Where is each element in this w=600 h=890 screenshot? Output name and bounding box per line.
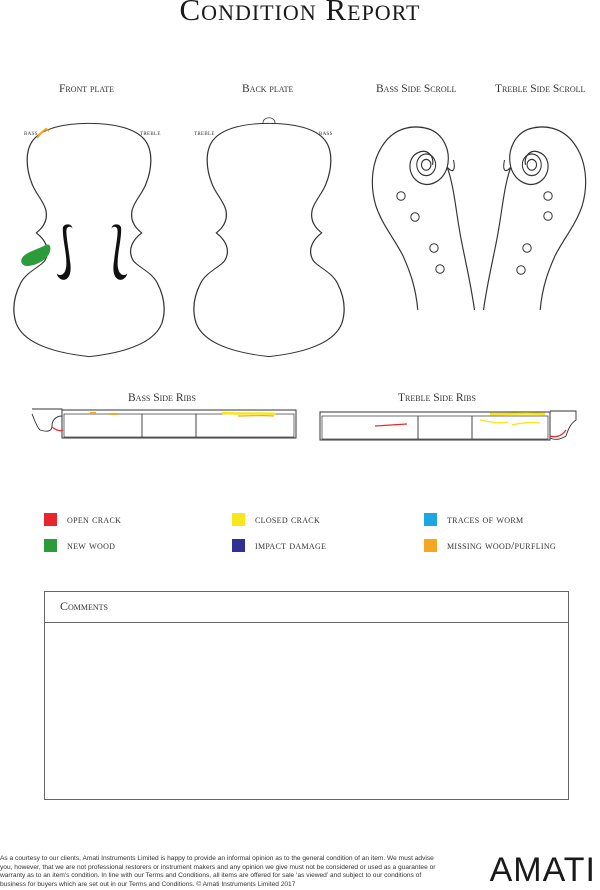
legend-missing-wood-purfling <box>424 539 556 552</box>
legend-closed-crack <box>232 513 320 526</box>
legend-label: traces of worm <box>447 513 524 526</box>
legend-swatch <box>424 539 437 552</box>
treble-ribs-drawing <box>320 411 576 440</box>
page-title: Condition Report <box>179 0 421 27</box>
legend-impact-damage <box>232 539 326 552</box>
treble-side-ribs-label: Treble Side Ribs <box>398 392 476 404</box>
peg-hole <box>517 266 525 274</box>
legend-swatch <box>232 539 245 552</box>
legend-swatch <box>232 513 245 526</box>
comments-heading: Comments <box>45 592 568 623</box>
front-new-wood-mark <box>21 245 50 266</box>
bass-side-ribs-label: Bass Side Ribs <box>128 392 196 404</box>
peg-hole <box>523 244 531 252</box>
peg-hole <box>544 212 552 220</box>
legend-swatch <box>424 513 437 526</box>
front-plate-drawing <box>14 123 164 356</box>
legend-open-crack <box>44 513 121 526</box>
legend-label: open crack <box>67 513 122 526</box>
back-treble-label: treble <box>194 129 215 137</box>
peg-hole <box>544 192 552 200</box>
legend-new-wood <box>44 539 115 552</box>
bass-side-scroll-label: Bass Side Scroll <box>376 83 457 95</box>
peg-hole <box>397 192 405 200</box>
treble-side-scroll-label: Treble Side Scroll <box>495 83 586 95</box>
back-button <box>263 118 275 123</box>
amati-logo: AMATI <box>489 851 596 889</box>
legend-label: missing wood/purfling <box>447 539 557 552</box>
legend-label: new wood <box>67 539 116 552</box>
legend-label: closed crack <box>255 513 321 526</box>
back-plate-drawing <box>194 118 344 357</box>
bass-ribs-drawing <box>32 409 296 438</box>
back-plate-label: Back plate <box>242 83 294 95</box>
front-plate-label: Front plate <box>59 83 115 95</box>
legend-traces-of-worm <box>424 513 523 526</box>
treble-scroll-drawing <box>484 127 586 310</box>
front-bass-label: bass <box>24 129 38 137</box>
legend-swatch <box>44 513 57 526</box>
back-bass-label: bass <box>319 129 333 137</box>
peg-hole <box>430 244 438 252</box>
peg-hole <box>436 265 444 273</box>
legend-swatch <box>44 539 57 552</box>
comments-box[interactable] <box>44 591 569 800</box>
footer-disclaimer: As a courtesy to our clients, Amati Instruments Limited is happy to provide an informal opinion as to the general condition of an item. We must advise you, however, that we are not professional restorers or instrument makers and any opinion we give must not be considered or used as a guarantee or warranty as to an item's condition. In line with our Terms and Conditions, all items are offered for sale ‘as viewed’ and subject to our conditions of business for buyers which are set out in our Terms and Conditions. © Amati Instruments Limited 2017 <box>0 855 436 889</box>
front-missing-wood-mark <box>37 129 49 138</box>
bass-scroll-drawing <box>372 127 474 310</box>
front-treble-label: treble <box>140 129 161 137</box>
peg-hole <box>411 213 419 221</box>
legend-label: impact damage <box>255 539 327 552</box>
